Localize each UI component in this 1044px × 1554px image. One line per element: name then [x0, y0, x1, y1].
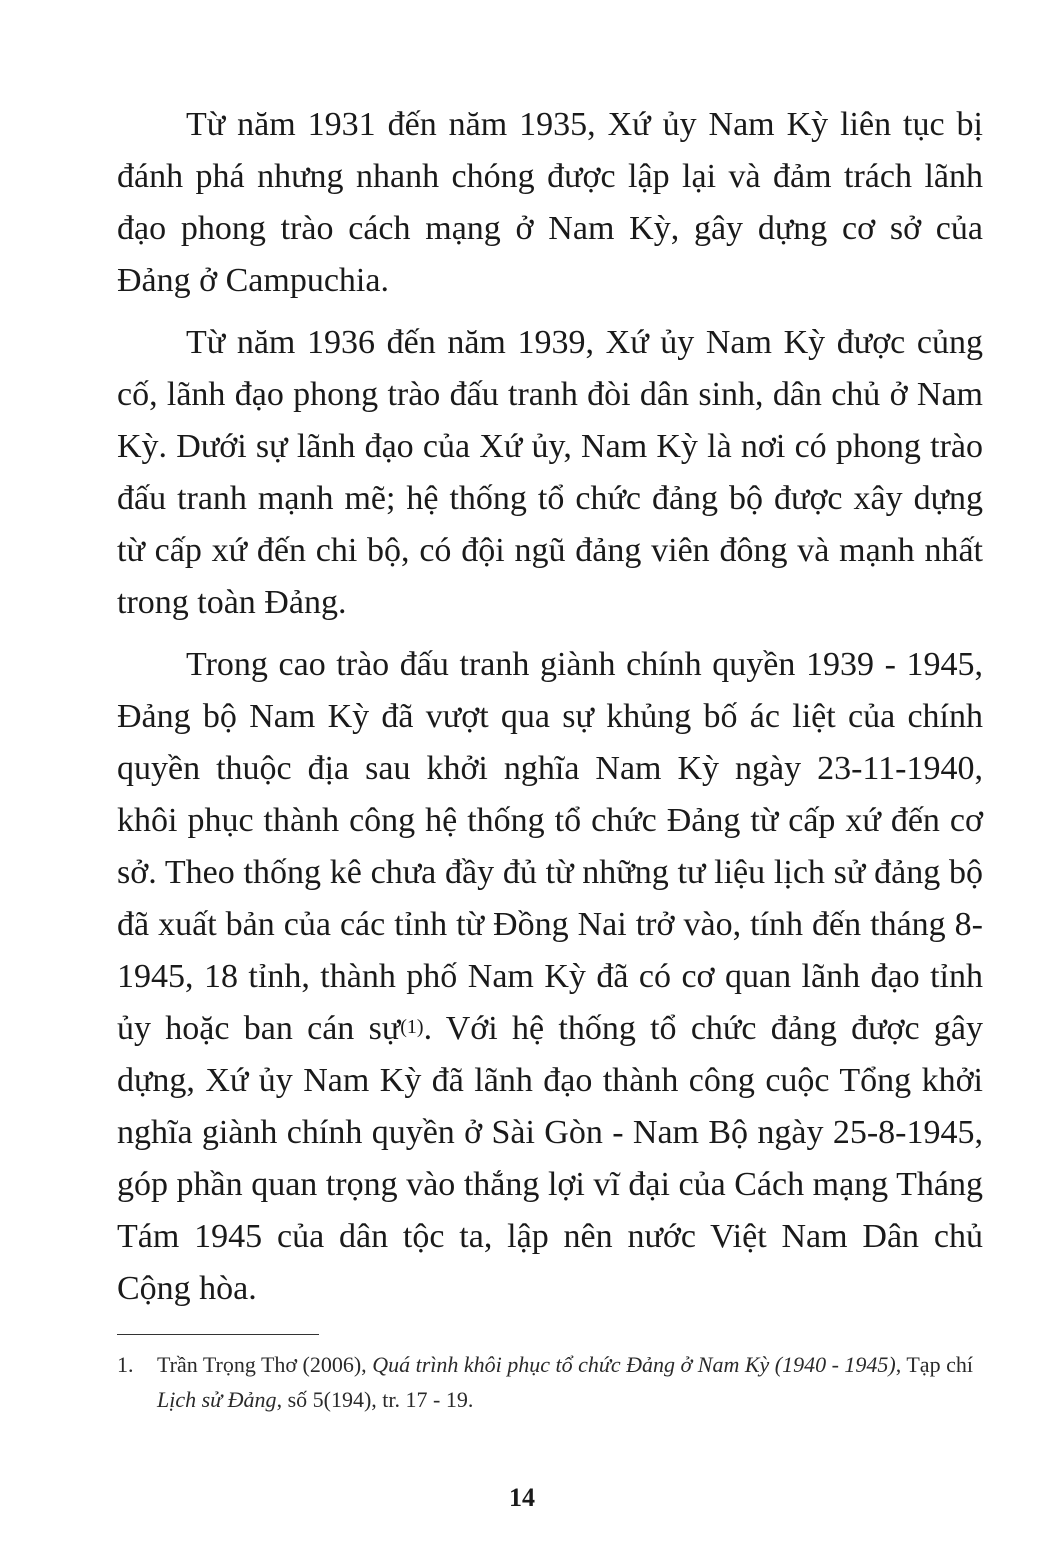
- footnote-author: Trần Trọng Thơ (2006),: [157, 1352, 373, 1377]
- paragraph-3-before-note: Trong cao trào đấu tranh giành chính quyền 1939 - 1945, Đảng bộ Nam Kỳ đã vượt qua sự khủng bố ác liệt của chính quyền thuộc địa sau khởi nghĩa Nam Kỳ ngày 23-11-1940, khôi phục thành công hệ thống tổ chức Đảng từ cấp xứ đến cơ sở. Theo thống kê chưa đầy đủ từ những tư liệu lịch sử đảng bộ đã xuất bản của các tỉnh từ Đồng Nai trở vào, tính đến tháng 8-1945, 18 tỉnh, thành phố Nam Kỳ đã có cơ quan lãnh đạo tỉnh ủy hoặc ban cán sự: [117, 646, 983, 1047]
- body-text: [117, 99, 983, 1325]
- footnote-journal: Lịch sử Đảng: [157, 1387, 277, 1412]
- footnote-text: [157, 1347, 983, 1417]
- footnote-rest: , số 5(194), tr. 17 - 19.: [276, 1387, 474, 1412]
- paragraph-3-after-note: . Với hệ thống tổ chức đảng được gây dựng, Xứ ủy Nam Kỳ đã lãnh đạo thành công cuộc Tổng khởi nghĩa giành chính quyền ở Sài Gòn - Nam Bộ ngày 25-8-1945, góp phần quan trọng vào thắng lợi vĩ đại của Cách mạng Tháng Tám 1945 của dân tộc ta, lập nên nước Việt Nam Dân chủ Cộng hòa.: [117, 1010, 983, 1307]
- footnote: [117, 1347, 983, 1417]
- paragraph-2: Từ năm 1936 đến năm 1939, Xứ ủy Nam Kỳ được củng cố, lãnh đạo phong trào đấu tranh đòi dân sinh, dân chủ ở Nam Kỳ. Dưới sự lãnh đạo của Xứ ủy, Nam Kỳ là nơi có phong trào đấu tranh mạnh mẽ; hệ thống tổ chức đảng bộ được xây dựng từ cấp xứ đến chi bộ, có đội ngũ đảng viên đông và mạnh nhất trong toàn Đảng.: [117, 324, 983, 621]
- footnote-title: Quá trình khôi phục tổ chức Đảng ở Nam Kỳ (1940 - 1945): [372, 1352, 896, 1377]
- paragraph-3: [117, 639, 983, 1315]
- footnote-divider: [117, 1334, 319, 1335]
- page-number: 14: [509, 1483, 535, 1512]
- paragraph-1: Từ năm 1931 đến năm 1935, Xứ ủy Nam Kỳ liên tục bị đánh phá nhưng nhanh chóng được lập lại và đảm trách lãnh đạo phong trào cách mạng ở Nam Kỳ, gây dựng cơ sở của Đảng ở Campuchia.: [117, 106, 983, 299]
- footnote-number: 1.: [117, 1352, 134, 1377]
- footnote-marker: (1): [400, 1016, 424, 1038]
- footnote-sep: , Tạp chí: [895, 1352, 973, 1377]
